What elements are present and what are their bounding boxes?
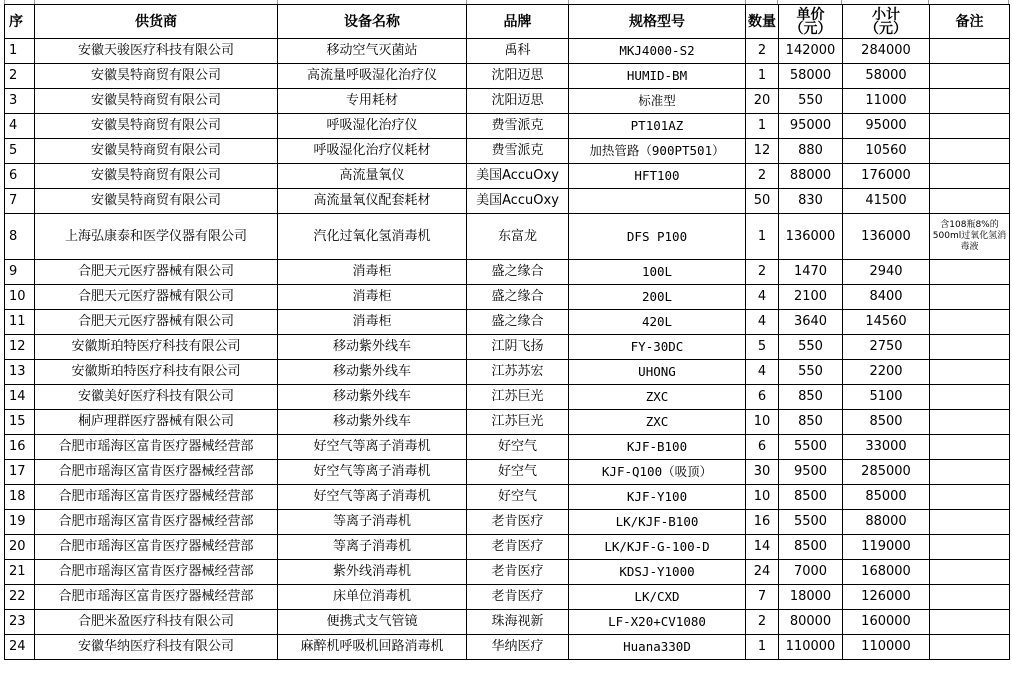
cell-seq: 15 bbox=[5, 410, 35, 435]
cell-device: 消毒柜 bbox=[278, 260, 467, 285]
cell-unit-price: 58000 bbox=[779, 64, 843, 89]
cell-model: ZXC bbox=[569, 410, 746, 435]
cell-subtotal: 168000 bbox=[843, 560, 930, 585]
cell-device: 紫外线消毒机 bbox=[278, 560, 467, 585]
cell-qty: 2 bbox=[746, 610, 779, 635]
cell-supplier: 安徽美好医疗科技有限公司 bbox=[35, 385, 278, 410]
cell-unit-price: 80000 bbox=[779, 610, 843, 635]
cell-seq: 24 bbox=[5, 635, 35, 660]
header-seq: 序 bbox=[5, 5, 35, 39]
cell-model: 加热管路（900PT501） bbox=[569, 139, 746, 164]
equipment-table bbox=[4, 4, 1010, 660]
cell-device: 床单位消毒机 bbox=[278, 585, 467, 610]
cell-seq: 1 bbox=[5, 39, 35, 64]
cell-unit-price: 110000 bbox=[779, 635, 843, 660]
cell-brand: 江苏巨光 bbox=[467, 410, 569, 435]
cell-model: KJF-Q100（吸顶） bbox=[569, 460, 746, 485]
cell-brand: 老肯医疗 bbox=[467, 585, 569, 610]
cell-device: 专用耗材 bbox=[278, 89, 467, 114]
cell-model: 200L bbox=[569, 285, 746, 310]
cell-device: 移动紫外线车 bbox=[278, 410, 467, 435]
cell-supplier: 安徽斯珀特医疗科技有限公司 bbox=[35, 335, 278, 360]
cell-model: LF-X20+CV1080 bbox=[569, 610, 746, 635]
cell-unit-price: 850 bbox=[779, 385, 843, 410]
cell-qty: 2 bbox=[746, 260, 779, 285]
cell-brand: 老肯医疗 bbox=[467, 560, 569, 585]
cell-subtotal: 10560 bbox=[843, 139, 930, 164]
header-qty: 数量 bbox=[746, 5, 779, 39]
cell-brand: 好空气 bbox=[467, 435, 569, 460]
table-row bbox=[5, 610, 1010, 635]
cell-supplier: 合肥市瑶海区富肯医疗器械经营部 bbox=[35, 560, 278, 585]
cell-brand: 禹科 bbox=[467, 39, 569, 64]
cell-qty: 50 bbox=[746, 189, 779, 214]
header-subtotal-line1: 小计 bbox=[872, 6, 900, 23]
cell-supplier: 合肥市瑶海区富肯医疗器械经营部 bbox=[35, 435, 278, 460]
cell-remark bbox=[930, 435, 1010, 460]
cell-qty: 10 bbox=[746, 410, 779, 435]
table-row bbox=[5, 510, 1010, 535]
cell-device: 移动紫外线车 bbox=[278, 385, 467, 410]
cell-model: Huana330D bbox=[569, 635, 746, 660]
cell-brand: 美国AccuOxy bbox=[467, 189, 569, 214]
cell-qty: 10 bbox=[746, 485, 779, 510]
cell-device: 等离子消毒机 bbox=[278, 535, 467, 560]
cell-subtotal: 58000 bbox=[843, 64, 930, 89]
cell-device: 移动空气灭菌站 bbox=[278, 39, 467, 64]
table-row bbox=[5, 335, 1010, 360]
cell-supplier: 合肥市瑶海区富肯医疗器械经营部 bbox=[35, 485, 278, 510]
table-row bbox=[5, 585, 1010, 610]
cell-seq: 6 bbox=[5, 164, 35, 189]
cell-brand: 美国AccuOxy bbox=[467, 164, 569, 189]
cell-remark bbox=[930, 285, 1010, 310]
cell-supplier: 安徽昊特商贸有限公司 bbox=[35, 139, 278, 164]
cell-seq: 10 bbox=[5, 285, 35, 310]
cell-remark bbox=[930, 164, 1010, 189]
cell-device: 便携式支气管镜 bbox=[278, 610, 467, 635]
cell-supplier: 安徽天骏医疗科技有限公司 bbox=[35, 39, 278, 64]
cell-supplier: 安徽昊特商贸有限公司 bbox=[35, 189, 278, 214]
table-row bbox=[5, 260, 1010, 285]
cell-qty: 24 bbox=[746, 560, 779, 585]
cell-unit-price: 136000 bbox=[779, 214, 843, 260]
cell-remark bbox=[930, 560, 1010, 585]
table-row bbox=[5, 360, 1010, 385]
cell-device: 高流量氧仪 bbox=[278, 164, 467, 189]
cell-model: DFS P100 bbox=[569, 214, 746, 260]
cell-device: 好空气等离子消毒机 bbox=[278, 435, 467, 460]
cell-brand: 珠海视新 bbox=[467, 610, 569, 635]
cell-brand: 江阴飞扬 bbox=[467, 335, 569, 360]
cell-subtotal: 136000 bbox=[843, 214, 930, 260]
cell-qty: 1 bbox=[746, 64, 779, 89]
table-body bbox=[5, 39, 1010, 660]
cell-qty: 20 bbox=[746, 89, 779, 114]
cell-qty: 6 bbox=[746, 385, 779, 410]
table-row bbox=[5, 214, 1010, 260]
header-unit-price-line1: 单价 bbox=[796, 6, 825, 23]
cell-remark bbox=[930, 39, 1010, 64]
table-row bbox=[5, 535, 1010, 560]
cell-qty: 14 bbox=[746, 535, 779, 560]
cell-subtotal: 285000 bbox=[843, 460, 930, 485]
cell-supplier: 安徽昊特商贸有限公司 bbox=[35, 64, 278, 89]
table-row bbox=[5, 39, 1010, 64]
cell-qty: 12 bbox=[746, 139, 779, 164]
cell-subtotal: 160000 bbox=[843, 610, 930, 635]
cell-model: KJF-Y100 bbox=[569, 485, 746, 510]
cell-subtotal: 95000 bbox=[843, 114, 930, 139]
cell-brand: 盛之缘合 bbox=[467, 285, 569, 310]
cell-remark bbox=[930, 485, 1010, 510]
cell-supplier: 安徽斯珀特医疗科技有限公司 bbox=[35, 360, 278, 385]
cell-remark bbox=[930, 310, 1010, 335]
cell-model: ZXC bbox=[569, 385, 746, 410]
cell-unit-price: 550 bbox=[779, 89, 843, 114]
cell-qty: 4 bbox=[746, 310, 779, 335]
cell-seq: 17 bbox=[5, 460, 35, 485]
table-row bbox=[5, 139, 1010, 164]
cell-seq: 5 bbox=[5, 139, 35, 164]
cell-unit-price: 8500 bbox=[779, 535, 843, 560]
cell-unit-price: 830 bbox=[779, 189, 843, 214]
cell-subtotal: 85000 bbox=[843, 485, 930, 510]
table-row bbox=[5, 285, 1010, 310]
cell-brand: 费雪派克 bbox=[467, 139, 569, 164]
table-row bbox=[5, 460, 1010, 485]
cell-model: FY-30DC bbox=[569, 335, 746, 360]
cell-subtotal: 2750 bbox=[843, 335, 930, 360]
table-row bbox=[5, 485, 1010, 510]
cell-brand: 沈阳迈思 bbox=[467, 64, 569, 89]
header-subtotal-line2: （元） bbox=[865, 20, 907, 37]
cell-remark bbox=[930, 385, 1010, 410]
cell-brand: 盛之缘合 bbox=[467, 310, 569, 335]
cell-unit-price: 88000 bbox=[779, 164, 843, 189]
cell-device: 移动紫外线车 bbox=[278, 335, 467, 360]
cell-brand: 华纳医疗 bbox=[467, 635, 569, 660]
cell-brand: 东富龙 bbox=[467, 214, 569, 260]
cell-device: 呼吸湿化治疗仪 bbox=[278, 114, 467, 139]
table-row bbox=[5, 435, 1010, 460]
table-row bbox=[5, 635, 1010, 660]
cell-seq: 3 bbox=[5, 89, 35, 114]
cell-qty: 6 bbox=[746, 435, 779, 460]
cell-remark bbox=[930, 585, 1010, 610]
cell-seq: 7 bbox=[5, 189, 35, 214]
cell-supplier: 安徽昊特商贸有限公司 bbox=[35, 89, 278, 114]
cell-model: HFT100 bbox=[569, 164, 746, 189]
cell-unit-price: 5500 bbox=[779, 435, 843, 460]
cell-seq: 12 bbox=[5, 335, 35, 360]
cell-subtotal: 14560 bbox=[843, 310, 930, 335]
cell-model: KDSJ-Y1000 bbox=[569, 560, 746, 585]
cell-supplier: 桐庐理群医疗器械有限公司 bbox=[35, 410, 278, 435]
cell-unit-price: 142000 bbox=[779, 39, 843, 64]
cell-remark bbox=[930, 610, 1010, 635]
cell-seq: 22 bbox=[5, 585, 35, 610]
cell-subtotal: 126000 bbox=[843, 585, 930, 610]
cell-brand: 费雪派克 bbox=[467, 114, 569, 139]
cell-qty: 2 bbox=[746, 164, 779, 189]
header-unit-price-line2: （元） bbox=[789, 20, 832, 37]
cell-model: UHONG bbox=[569, 360, 746, 385]
cell-device: 呼吸湿化治疗仪耗材 bbox=[278, 139, 467, 164]
cell-seq: 21 bbox=[5, 560, 35, 585]
cell-brand: 好空气 bbox=[467, 460, 569, 485]
cell-remark bbox=[930, 510, 1010, 535]
table-row bbox=[5, 164, 1010, 189]
cell-qty: 1 bbox=[746, 214, 779, 260]
cell-remark: 含108瓶8%的500ml过氧化氢消毒液 bbox=[930, 214, 1010, 260]
cell-subtotal: 119000 bbox=[843, 535, 930, 560]
cell-qty: 7 bbox=[746, 585, 779, 610]
cell-model: KJF-B100 bbox=[569, 435, 746, 460]
cell-supplier: 合肥市瑶海区富肯医疗器械经营部 bbox=[35, 510, 278, 535]
cell-subtotal: 33000 bbox=[843, 435, 930, 460]
cell-supplier: 安徽昊特商贸有限公司 bbox=[35, 164, 278, 189]
cell-remark bbox=[930, 189, 1010, 214]
cell-supplier: 合肥天元医疗器械有限公司 bbox=[35, 260, 278, 285]
cell-seq: 4 bbox=[5, 114, 35, 139]
cell-model: 100L bbox=[569, 260, 746, 285]
cell-supplier: 安徽昊特商贸有限公司 bbox=[35, 114, 278, 139]
cell-supplier: 合肥市瑶海区富肯医疗器械经营部 bbox=[35, 585, 278, 610]
cell-seq: 19 bbox=[5, 510, 35, 535]
cell-qty: 16 bbox=[746, 510, 779, 535]
header-brand: 品牌 bbox=[467, 5, 569, 39]
cell-brand: 老肯医疗 bbox=[467, 535, 569, 560]
cell-device: 等离子消毒机 bbox=[278, 510, 467, 535]
cell-qty: 2 bbox=[746, 39, 779, 64]
cell-unit-price: 550 bbox=[779, 360, 843, 385]
table-row bbox=[5, 189, 1010, 214]
header-subtotal bbox=[843, 5, 930, 39]
cell-supplier: 合肥市瑶海区富肯医疗器械经营部 bbox=[35, 535, 278, 560]
table-row bbox=[5, 114, 1010, 139]
cell-qty: 30 bbox=[746, 460, 779, 485]
cell-subtotal: 176000 bbox=[843, 164, 930, 189]
table-row bbox=[5, 410, 1010, 435]
header-remark: 备注 bbox=[930, 5, 1010, 39]
cell-remark bbox=[930, 360, 1010, 385]
cell-unit-price: 1470 bbox=[779, 260, 843, 285]
cell-subtotal: 11000 bbox=[843, 89, 930, 114]
cell-remark bbox=[930, 335, 1010, 360]
cell-seq: 11 bbox=[5, 310, 35, 335]
header-row bbox=[5, 5, 1010, 39]
cell-remark bbox=[930, 410, 1010, 435]
cell-seq: 18 bbox=[5, 485, 35, 510]
cell-subtotal: 2940 bbox=[843, 260, 930, 285]
cell-remark bbox=[930, 64, 1010, 89]
cell-seq: 8 bbox=[5, 214, 35, 260]
cell-qty: 4 bbox=[746, 360, 779, 385]
table-row bbox=[5, 560, 1010, 585]
cell-unit-price: 9500 bbox=[779, 460, 843, 485]
cell-supplier: 合肥市瑶海区富肯医疗器械经营部 bbox=[35, 460, 278, 485]
cell-subtotal: 88000 bbox=[843, 510, 930, 535]
cell-unit-price: 880 bbox=[779, 139, 843, 164]
cell-subtotal: 2200 bbox=[843, 360, 930, 385]
cell-remark bbox=[930, 460, 1010, 485]
cell-unit-price: 850 bbox=[779, 410, 843, 435]
header-model: 规格型号 bbox=[569, 5, 746, 39]
cell-unit-price: 5500 bbox=[779, 510, 843, 535]
cell-subtotal: 110000 bbox=[843, 635, 930, 660]
cell-device: 消毒柜 bbox=[278, 310, 467, 335]
table-row bbox=[5, 89, 1010, 114]
cell-subtotal: 8400 bbox=[843, 285, 930, 310]
header-unit-price bbox=[779, 5, 843, 39]
cell-brand: 沈阳迈思 bbox=[467, 89, 569, 114]
cell-qty: 5 bbox=[746, 335, 779, 360]
cell-brand: 江苏苏宏 bbox=[467, 360, 569, 385]
cell-supplier: 合肥米盈医疗科技有限公司 bbox=[35, 610, 278, 635]
cell-unit-price: 3640 bbox=[779, 310, 843, 335]
cell-model: LK/CXD bbox=[569, 585, 746, 610]
cell-remark bbox=[930, 89, 1010, 114]
cell-supplier: 上海弘康泰和医学仪器有限公司 bbox=[35, 214, 278, 260]
cell-model: MKJ4000-S2 bbox=[569, 39, 746, 64]
cell-seq: 13 bbox=[5, 360, 35, 385]
cell-qty: 1 bbox=[746, 635, 779, 660]
cell-device: 高流量氧仪配套耗材 bbox=[278, 189, 467, 214]
cell-unit-price: 8500 bbox=[779, 485, 843, 510]
cell-model: 标准型 bbox=[569, 89, 746, 114]
cell-brand: 老肯医疗 bbox=[467, 510, 569, 535]
table-row bbox=[5, 310, 1010, 335]
cell-seq: 2 bbox=[5, 64, 35, 89]
cell-brand: 好空气 bbox=[467, 485, 569, 510]
cell-device: 高流量呼吸湿化治疗仪 bbox=[278, 64, 467, 89]
cell-model: HUMID-BM bbox=[569, 64, 746, 89]
cell-subtotal: 8500 bbox=[843, 410, 930, 435]
cell-device: 麻醉机呼吸机回路消毒机 bbox=[278, 635, 467, 660]
cell-seq: 23 bbox=[5, 610, 35, 635]
cell-subtotal: 284000 bbox=[843, 39, 930, 64]
cell-supplier: 安徽华纳医疗科技有限公司 bbox=[35, 635, 278, 660]
cell-supplier: 合肥天元医疗器械有限公司 bbox=[35, 285, 278, 310]
cell-unit-price: 550 bbox=[779, 335, 843, 360]
header-device: 设备名称 bbox=[278, 5, 467, 39]
cell-device: 汽化过氧化氢消毒机 bbox=[278, 214, 467, 260]
cell-unit-price: 2100 bbox=[779, 285, 843, 310]
cell-device: 好空气等离子消毒机 bbox=[278, 485, 467, 510]
cell-remark bbox=[930, 114, 1010, 139]
table-row bbox=[5, 385, 1010, 410]
cell-seq: 16 bbox=[5, 435, 35, 460]
cell-seq: 20 bbox=[5, 535, 35, 560]
cell-brand: 江苏巨光 bbox=[467, 385, 569, 410]
cell-subtotal: 41500 bbox=[843, 189, 930, 214]
cell-model: PT101AZ bbox=[569, 114, 746, 139]
cell-remark bbox=[930, 139, 1010, 164]
cell-model: LK/KJF-G-100-D bbox=[569, 535, 746, 560]
cell-seq: 9 bbox=[5, 260, 35, 285]
cell-model: 420L bbox=[569, 310, 746, 335]
cell-qty: 4 bbox=[746, 285, 779, 310]
cell-subtotal: 5100 bbox=[843, 385, 930, 410]
cell-remark bbox=[930, 635, 1010, 660]
cell-model: LK/KJF-B100 bbox=[569, 510, 746, 535]
cell-brand: 盛之缘合 bbox=[467, 260, 569, 285]
table-row bbox=[5, 64, 1010, 89]
cell-unit-price: 18000 bbox=[779, 585, 843, 610]
cell-remark bbox=[930, 260, 1010, 285]
cell-unit-price: 95000 bbox=[779, 114, 843, 139]
cell-device: 消毒柜 bbox=[278, 285, 467, 310]
cell-remark bbox=[930, 535, 1010, 560]
cell-device: 移动紫外线车 bbox=[278, 360, 467, 385]
cell-device: 好空气等离子消毒机 bbox=[278, 460, 467, 485]
header-supplier: 供货商 bbox=[35, 5, 278, 39]
cell-supplier: 合肥天元医疗器械有限公司 bbox=[35, 310, 278, 335]
cell-model bbox=[569, 189, 746, 214]
cell-qty: 1 bbox=[746, 114, 779, 139]
cell-unit-price: 7000 bbox=[779, 560, 843, 585]
cell-seq: 14 bbox=[5, 385, 35, 410]
